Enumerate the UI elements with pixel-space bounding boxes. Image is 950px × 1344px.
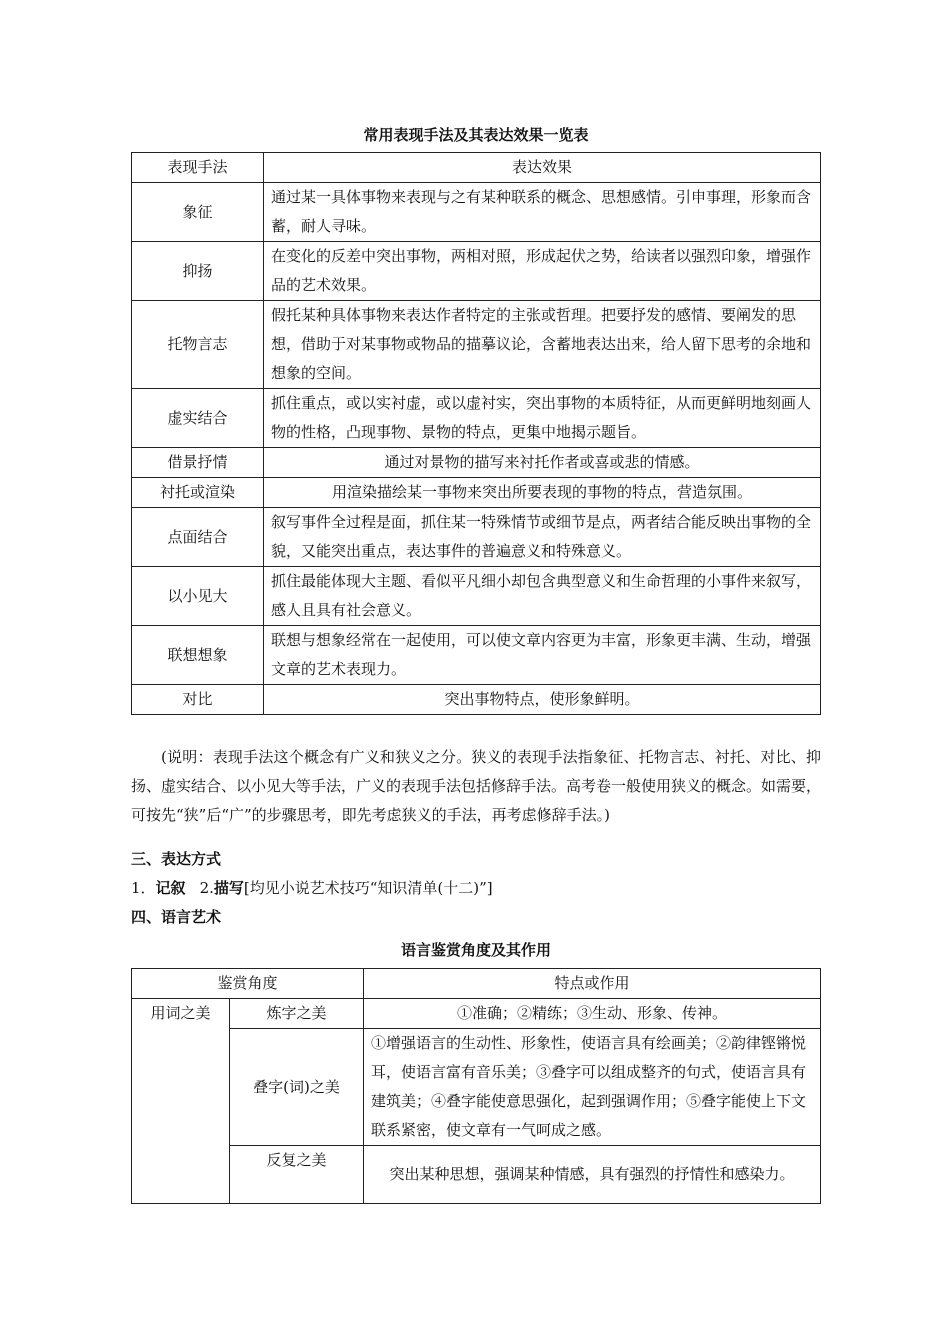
header-angle: 鉴赏角度 bbox=[132, 969, 364, 999]
table-row bbox=[132, 508, 821, 567]
table2-title: 语言鉴赏角度及其作用 bbox=[400, 941, 551, 959]
table1-title: 常用表现手法及其表达效果一览表 bbox=[363, 126, 589, 144]
method-cell: 以小见大 bbox=[132, 567, 264, 626]
function-cell: ①增强语言的生动性、形象性，使语言具有绘画美；②韵律铿锵悦耳，使语言富有音乐美；③叠字可以组成整齐的句式，使语言具有建筑美；④叠字能使意思强化，起到强调作用；⑤叠字能使上下文联系紧密，使文章有一气呵成之感。 bbox=[364, 1029, 821, 1146]
effect-cell: 联想与想象经常在一起使用，可以使文章内容更为丰富，形象更丰满、生动，增强文章的艺术表现力。 bbox=[264, 626, 821, 685]
table-row bbox=[132, 478, 821, 508]
document-page bbox=[131, 118, 821, 1204]
effect-cell: 抓住最能体现大主题、看似平凡细小却包含典型意义和生命哲理的小事件来叙写，感人且具有社会意义。 bbox=[264, 567, 821, 626]
section3-heading: 三、表达方式 bbox=[131, 850, 222, 868]
section4-heading: 四、语言艺术 bbox=[131, 908, 222, 926]
effect-cell: 用渲染描绘某一事物来突出所要表现的事物的特点，营造氛围。 bbox=[264, 478, 821, 508]
angle-cell: 反复之美 bbox=[230, 1146, 364, 1204]
group-cell: 用词之美 bbox=[132, 999, 230, 1204]
header-method: 表现手法 bbox=[132, 153, 264, 183]
effect-cell: 突出事物特点，使形象鲜明。 bbox=[264, 685, 821, 715]
method-cell: 托物言志 bbox=[132, 301, 264, 389]
method-cell: 联想想象 bbox=[132, 626, 264, 685]
effect-cell: 叙写事件全过程是面，抓住某一特殊情节或细节是点，两者结合能反映出事物的全貌，又能突出重点，表达事件的普遍意义和特殊意义。 bbox=[264, 508, 821, 567]
table-row bbox=[132, 1146, 821, 1204]
table-row bbox=[132, 448, 821, 478]
method-cell: 衬托或渲染 bbox=[132, 478, 264, 508]
method-cell: 抑扬 bbox=[132, 242, 264, 301]
language-table bbox=[131, 968, 821, 1204]
method-cell: 对比 bbox=[132, 685, 264, 715]
table-row bbox=[132, 1029, 821, 1146]
effect-cell: 在变化的反差中突出事物，两相对照，形成起伏之势，给读者以强烈印象，增强作品的艺术效果。 bbox=[264, 242, 821, 301]
table-header-row bbox=[132, 153, 821, 183]
effect-cell: 通过某一具体事物来表现与之有某种联系的概念、思想感情。引申事理，形象而含蓄，耐人寻味。 bbox=[264, 183, 821, 242]
note-paragraph: (说明：表现手法这个概念有广义和狭义之分。狭义的表现手法指象征、托物言志、衬托、对比、抑扬、虚实结合、以小见大等手法，广义的表现手法包括修辞手法。高考卷一般使用狭义的概念。如需要，可按先“狭”后“广”的步骤思考，即先考虑狭义的手法，再考虑修辞手法。) bbox=[131, 748, 822, 824]
item2-number: 2. bbox=[199, 879, 214, 897]
header-function: 特点或作用 bbox=[364, 969, 821, 999]
item1-label: 记叙 bbox=[155, 879, 186, 897]
table-row bbox=[132, 242, 821, 301]
table-row bbox=[132, 301, 821, 389]
header-effect: 表达效果 bbox=[264, 153, 821, 183]
effect-cell: 假托某种具体事物来表达作者特定的主张或哲理。把要抒发的感情、要阐发的思想，借助于对某事物或物品的描摹议论，含蓄地表达出来，给人留下思考的余地和想象的空间。 bbox=[264, 301, 821, 389]
function-cell: ①准确；②精练；③生动、形象、传神。 bbox=[364, 999, 821, 1029]
item1-number: 1． bbox=[131, 879, 156, 897]
table-row bbox=[132, 685, 821, 715]
angle-cell: 炼字之美 bbox=[230, 999, 364, 1029]
table-row bbox=[132, 183, 821, 242]
item2-label: 描写 bbox=[213, 879, 244, 897]
table-row bbox=[132, 999, 821, 1029]
table-row bbox=[132, 567, 821, 626]
section3-items bbox=[131, 874, 821, 903]
angle-cell: 叠字(词)之美 bbox=[230, 1029, 364, 1146]
table-row bbox=[132, 626, 821, 685]
techniques-table bbox=[131, 152, 821, 715]
method-cell: 象征 bbox=[132, 183, 264, 242]
function-cell: 突出某种思想，强调某种情感，具有强烈的抒情性和感染力。 bbox=[364, 1146, 821, 1204]
method-cell: 虚实结合 bbox=[132, 389, 264, 448]
method-cell: 借景抒情 bbox=[132, 448, 264, 478]
effect-cell: 通过对景物的描写来衬托作者或喜或悲的情感。 bbox=[264, 448, 821, 478]
item2-reference: [均见小说艺术技巧“知识清单(十二)”] bbox=[243, 879, 493, 897]
method-cell: 点面结合 bbox=[132, 508, 264, 567]
effect-cell: 抓住重点，或以实衬虚，或以虚衬实，突出事物的本质特征，从而更鲜明地刻画人物的性格，凸现事物、景物的特点，更集中地揭示题旨。 bbox=[264, 389, 821, 448]
table-header-row bbox=[132, 969, 821, 999]
table-row bbox=[132, 389, 821, 448]
